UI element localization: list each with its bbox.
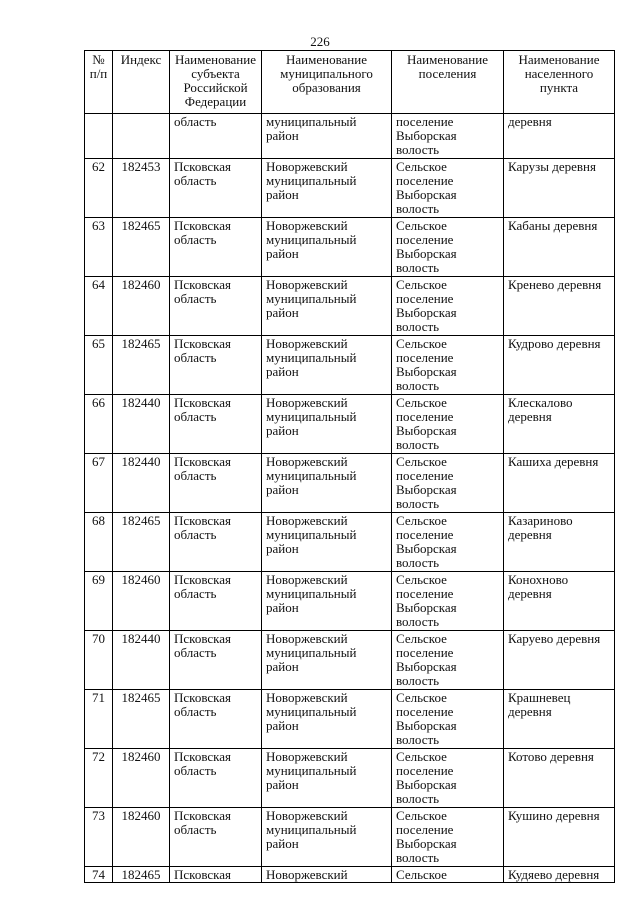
- header-index: Индекс: [113, 51, 170, 114]
- table-row: [85, 749, 615, 808]
- cell-municipality: Новоржевский муниципальный район: [262, 395, 392, 454]
- cell-municipality: Новоржевский муниципальный район: [262, 159, 392, 218]
- cell-subject: Псковская область: [170, 336, 262, 395]
- cell-municipality: Новоржевский муниципальный район: [262, 572, 392, 631]
- cell-settlement: Сельское поселение Выборская волость: [392, 218, 504, 277]
- cell-locality: Кушино деревня: [504, 808, 615, 867]
- cell-locality: Карузы деревня: [504, 159, 615, 218]
- cell-municipality: Новоржевский: [262, 867, 392, 883]
- cell-subject: Псковская область: [170, 749, 262, 808]
- cell-locality: Кабаны деревня: [504, 218, 615, 277]
- cell-index: 182465: [113, 690, 170, 749]
- cell-locality: Конохново деревня: [504, 572, 615, 631]
- cell-index: 182453: [113, 159, 170, 218]
- cell-municipality: Новоржевский муниципальный район: [262, 513, 392, 572]
- cell-locality: Кашиха деревня: [504, 454, 615, 513]
- cell-index: 182460: [113, 572, 170, 631]
- table-row: [85, 631, 615, 690]
- table-row: [85, 336, 615, 395]
- cell-municipality: Новоржевский муниципальный район: [262, 808, 392, 867]
- cell-num: 68: [85, 513, 113, 572]
- cell-settlement: Сельское поселение Выборская волость: [392, 159, 504, 218]
- cell-locality: Кудрово деревня: [504, 336, 615, 395]
- cell-locality: Клескалово деревня: [504, 395, 615, 454]
- cell-num: 65: [85, 336, 113, 395]
- cell-settlement: Сельское поселение Выборская волость: [392, 454, 504, 513]
- cell-index: 182440: [113, 631, 170, 690]
- cell-settlement: Сельское поселение Выборская волость: [392, 690, 504, 749]
- cell-num: 67: [85, 454, 113, 513]
- cell-settlement: поселение Выборская волость: [392, 114, 504, 159]
- table-header-row: [85, 51, 615, 114]
- cell-num: 64: [85, 277, 113, 336]
- cell-settlement: Сельское поселение Выборская волость: [392, 513, 504, 572]
- cell-index: 182460: [113, 808, 170, 867]
- cell-num: 69: [85, 572, 113, 631]
- cell-num: [85, 114, 113, 159]
- cell-subject: Псковская область: [170, 454, 262, 513]
- cell-locality: деревня: [504, 114, 615, 159]
- cell-subject: Псковская область: [170, 218, 262, 277]
- cell-index: 182465: [113, 218, 170, 277]
- cell-locality: Крашневец деревня: [504, 690, 615, 749]
- cell-settlement: Сельское поселение Выборская волость: [392, 395, 504, 454]
- table-row: [85, 277, 615, 336]
- cell-subject: Псковская область: [170, 277, 262, 336]
- header-subject: Наименование субъекта Российской Федерации: [170, 51, 262, 114]
- header-num: № п/п: [85, 51, 113, 114]
- cell-municipality: Новоржевский муниципальный район: [262, 631, 392, 690]
- cell-index: 182465: [113, 336, 170, 395]
- cell-locality: Котово деревня: [504, 749, 615, 808]
- cell-municipality: Новоржевский муниципальный район: [262, 454, 392, 513]
- cell-municipality: муниципальный район: [262, 114, 392, 159]
- page-number: 226: [310, 34, 330, 49]
- cell-subject: Псковская область: [170, 159, 262, 218]
- table-row: [85, 513, 615, 572]
- table-row: [85, 690, 615, 749]
- cell-settlement: Сельское: [392, 867, 504, 883]
- cell-num: 63: [85, 218, 113, 277]
- cell-municipality: Новоржевский муниципальный район: [262, 336, 392, 395]
- cell-subject: Псковская область: [170, 631, 262, 690]
- cell-settlement: Сельское поселение Выборская волость: [392, 572, 504, 631]
- cell-subject: область: [170, 114, 262, 159]
- cell-index: 182440: [113, 454, 170, 513]
- cell-subject: Псковская область: [170, 808, 262, 867]
- table-row: [85, 808, 615, 867]
- cell-index: 182460: [113, 277, 170, 336]
- table-row: [85, 454, 615, 513]
- cell-num: 62: [85, 159, 113, 218]
- cell-locality: Кудяево деревня: [504, 867, 615, 883]
- cell-subject: Псковская область: [170, 513, 262, 572]
- table-row: [85, 867, 615, 883]
- cell-num: 73: [85, 808, 113, 867]
- cell-subject: Псковская область: [170, 690, 262, 749]
- cell-index: 182465: [113, 867, 170, 883]
- cell-locality: Казариново деревня: [504, 513, 615, 572]
- cell-num: 70: [85, 631, 113, 690]
- cell-subject: Псковская: [170, 867, 262, 883]
- continuation-row: [85, 114, 615, 159]
- cell-subject: Псковская область: [170, 395, 262, 454]
- cell-municipality: Новоржевский муниципальный район: [262, 218, 392, 277]
- localities-table: [84, 50, 615, 883]
- cell-locality: Кренево деревня: [504, 277, 615, 336]
- table-row: [85, 218, 615, 277]
- cell-settlement: Сельское поселение Выборская волость: [392, 808, 504, 867]
- header-locality: Наименование населенного пункта: [504, 51, 615, 114]
- cell-settlement: Сельское поселение Выборская волость: [392, 277, 504, 336]
- cell-index: 182440: [113, 395, 170, 454]
- cell-num: 71: [85, 690, 113, 749]
- cell-index: 182465: [113, 513, 170, 572]
- cell-settlement: Сельское поселение Выборская волость: [392, 631, 504, 690]
- cell-subject: Псковская область: [170, 572, 262, 631]
- cell-settlement: Сельское поселение Выборская волость: [392, 749, 504, 808]
- cell-num: 72: [85, 749, 113, 808]
- header-municipality: Наименование муниципального образования: [262, 51, 392, 114]
- cell-index: [113, 114, 170, 159]
- cell-num: 74: [85, 867, 113, 883]
- cell-municipality: Новоржевский муниципальный район: [262, 277, 392, 336]
- cell-index: 182460: [113, 749, 170, 808]
- cell-municipality: Новоржевский муниципальный район: [262, 749, 392, 808]
- table-row: [85, 395, 615, 454]
- cell-settlement: Сельское поселение Выборская волость: [392, 336, 504, 395]
- cell-num: 66: [85, 395, 113, 454]
- header-settlement: Наименование поселения: [392, 51, 504, 114]
- table-row: [85, 159, 615, 218]
- cell-municipality: Новоржевский муниципальный район: [262, 690, 392, 749]
- cell-locality: Каруево деревня: [504, 631, 615, 690]
- table-row: [85, 572, 615, 631]
